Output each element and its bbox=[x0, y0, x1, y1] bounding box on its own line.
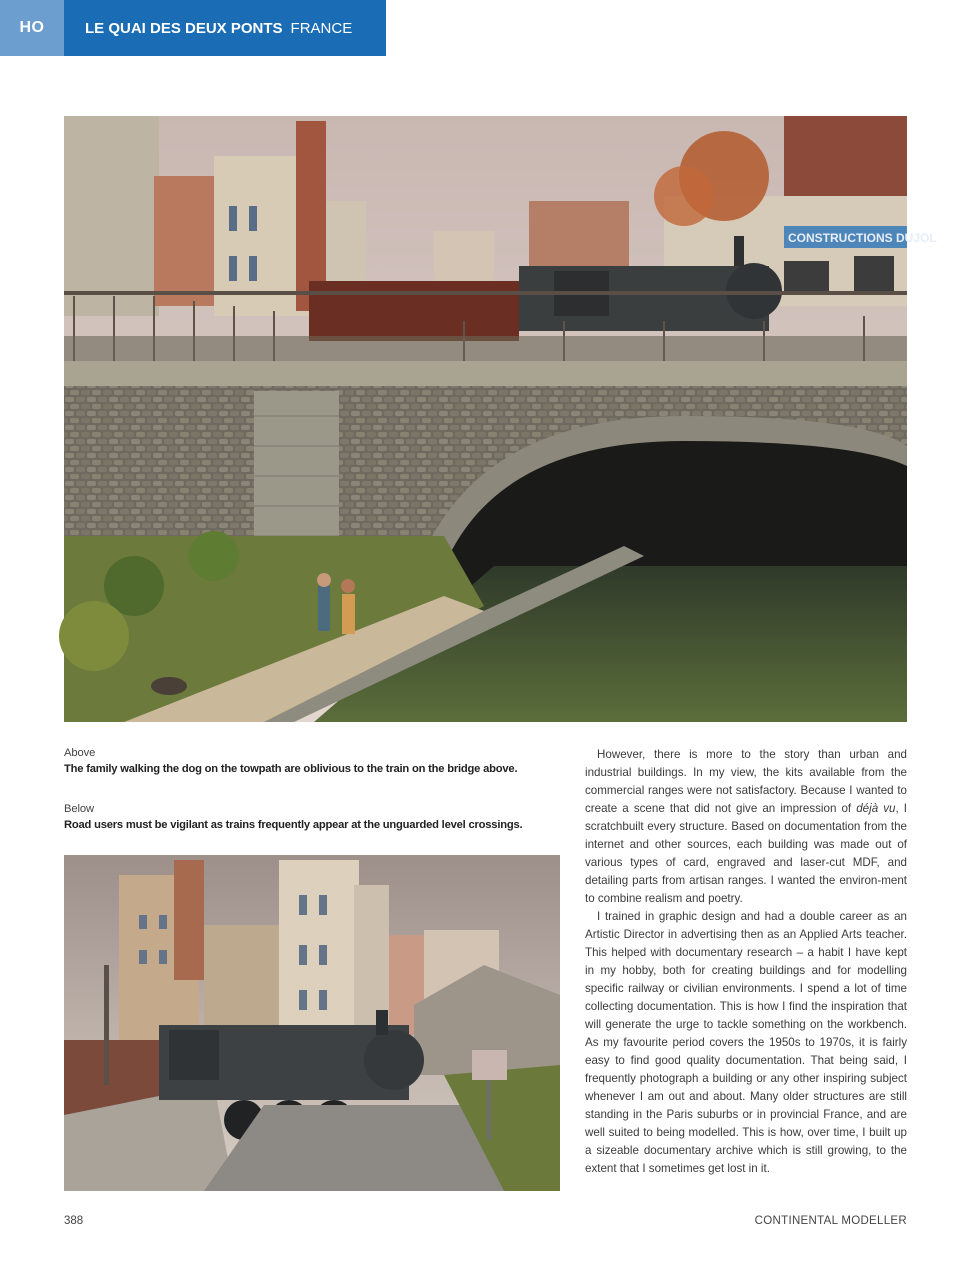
photo-bridge-scene bbox=[64, 116, 937, 722]
caption-label: Above bbox=[64, 747, 96, 759]
article-title: LE QUAI DES DEUX PONTS bbox=[85, 19, 283, 37]
section-header bbox=[0, 0, 386, 56]
photo-bridge-illustration bbox=[64, 116, 937, 722]
paragraph bbox=[585, 746, 907, 908]
caption-label: Below bbox=[64, 803, 94, 815]
article-country: FRANCE bbox=[290, 19, 353, 37]
captions bbox=[64, 745, 564, 857]
scale-tag: HO bbox=[0, 0, 64, 56]
photo-crossing-illustration bbox=[64, 855, 560, 1191]
article-title-bar bbox=[64, 0, 386, 56]
magazine-name: CONTINENTAL MODELLER bbox=[754, 1215, 907, 1227]
caption-below bbox=[64, 801, 564, 833]
caption-text: The family walking the dog on the towpath are oblivious to the train on the bridge above. bbox=[64, 763, 518, 775]
paragraph: I trained in graphic design and had a double career as an Artistic Director in advertising then as an Applied Arts teacher. This helped with documentary research – a habit I have kept in my hobby, both for creating buildings and for modelling specific railway or civilian environments. I spend a lot of time collecting documentation. This is how I find the inspiration that will generate the urge to tackle something on the workbench. As my favourite period covers the 1950s to 1970s, it is fairly easy to find good quality documentation. That being said, I frequently photograph a building or any other inspiring subject whenever I am out and about. Many older structures are still standing in the Paris suburbs or in provincial France, and are well suited to being modelled. This is how, over time, I built up a sizeable documentary archive which is still growing, to the extent that I sometimes get lost in it. bbox=[585, 910, 907, 1175]
paragraph-text: However, there is more to the story than urban and industrial buildings. In my view, the kits available from the commercial ranges were not satisfactory. Because I wanted to create a scene that did not give an impression of bbox=[585, 748, 907, 815]
page-number: 388 bbox=[64, 1215, 84, 1227]
emphasis-text: déjà vu bbox=[856, 802, 896, 815]
paragraph-text: , I scratchbuilt every structure. Based on documentation from the internet and other sources, each building was made out of various types of card, engraved and laser-cut MDF, and detailing parts from artisan ranges. I wanted the environ-ment to combine realism and poetry. bbox=[585, 802, 907, 905]
caption-text: Road users must be vigilant as trains frequently appear at the unguarded level crossings. bbox=[64, 819, 523, 831]
photo-level-crossing bbox=[64, 855, 560, 1191]
factory-sign: CONSTRUCTIONS DUJOL bbox=[788, 231, 937, 245]
caption-above bbox=[64, 745, 564, 777]
article-body bbox=[585, 746, 907, 1178]
